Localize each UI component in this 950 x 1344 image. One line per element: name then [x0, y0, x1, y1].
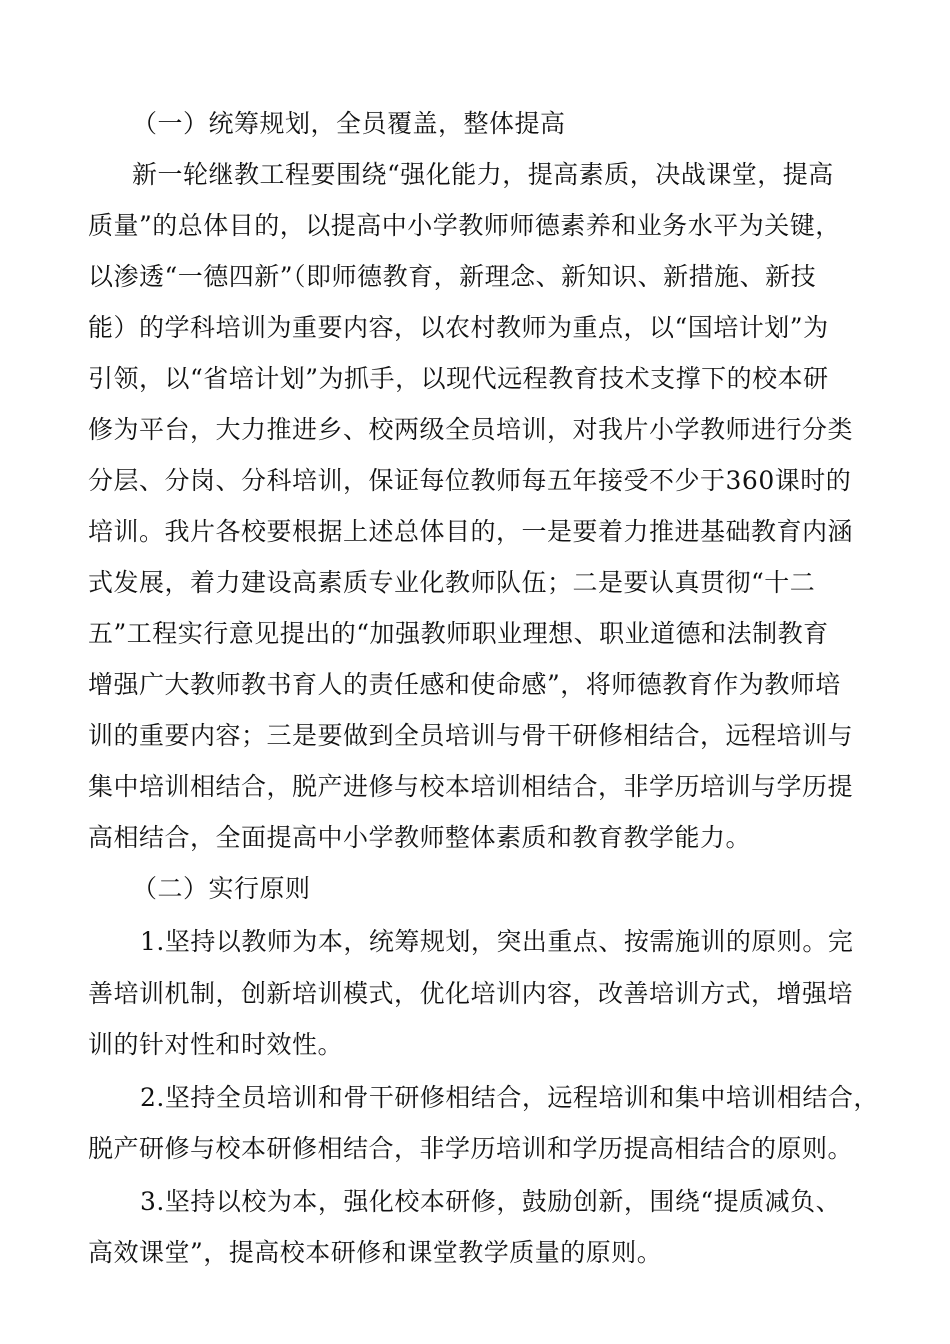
principle-item-line: 3.坚持以校为本，强化校本研修，鼓励创新，围绕“提质减负、	[140, 1187, 842, 1216]
section-heading-2: （二）实行原则	[132, 874, 311, 903]
paragraph-line: 训的重要内容；三是要做到全员培训与骨干研修相结合，远程培训与	[88, 721, 854, 750]
principle-item-line: 高效课堂”，提高校本研修和课堂教学质量的原则。	[88, 1238, 663, 1267]
paragraph-line: 式发展，着力建设高素质专业化教师队伍；二是要认真贯彻“十二	[88, 568, 816, 597]
paragraph-line: 分层、分岗、分科培训，保证每位教师每五年接受不少于360课时的	[88, 466, 852, 495]
paragraph-line: 质量”的总体目的，以提高中小学教师师德素养和业务水平为关键，	[88, 211, 841, 240]
paragraph-line: 引领，以“省培计划”为抓手，以现代远程教育技术支撑下的校本研	[88, 364, 829, 393]
paragraph-line: 以渗透“一德四新”（即师德教育，新理念、新知识、新措施、新技	[88, 262, 817, 291]
paragraph-line: 高相结合，全面提高中小学教师整体素质和教育教学能力。	[88, 823, 752, 852]
principle-item-line: 1.坚持以教师为本，统筹规划，突出重点、按需施训的原则。完	[140, 927, 854, 956]
principle-item-line: 训的针对性和时效性。	[88, 1030, 344, 1059]
principle-item-line: 2.坚持全员培训和骨干研修相结合，远程培训和集中培训相结合，	[140, 1083, 879, 1112]
principle-item-line: 善培训机制，创新培训模式，优化培训内容，改善培训方式，增强培	[88, 979, 854, 1008]
paragraph-line: 增强广大教师教书育人的责任感和使命感”，将师德教育作为教师培	[88, 670, 841, 699]
paragraph-line: 能）的学科培训为重要内容，以农村教师为重点，以“国培计划”为	[88, 313, 829, 342]
paragraph-line: 新一轮继教工程要围绕“强化能力，提高素质，决战课堂，提高	[132, 160, 834, 189]
principle-item-line: 脱产研修与校本研修相结合，非学历培训和学历提高相结合的原则。	[88, 1134, 854, 1163]
paragraph-line: 五”工程实行意见提出的“加强教师职业理想、职业道德和法制教育	[88, 619, 829, 648]
paragraph-line: 修为平台，大力推进乡、校两级全员培训，对我片小学教师进行分类	[88, 415, 854, 444]
section-heading-1: （一）统筹规划，全员覆盖，整体提高	[132, 109, 566, 138]
paragraph-line: 集中培训相结合，脱产进修与校本培训相结合，非学历培训与学历提	[88, 772, 854, 801]
paragraph-line: 培训。我片各校要根据上述总体目的，一是要着力推进基础教育内涵	[88, 517, 854, 546]
